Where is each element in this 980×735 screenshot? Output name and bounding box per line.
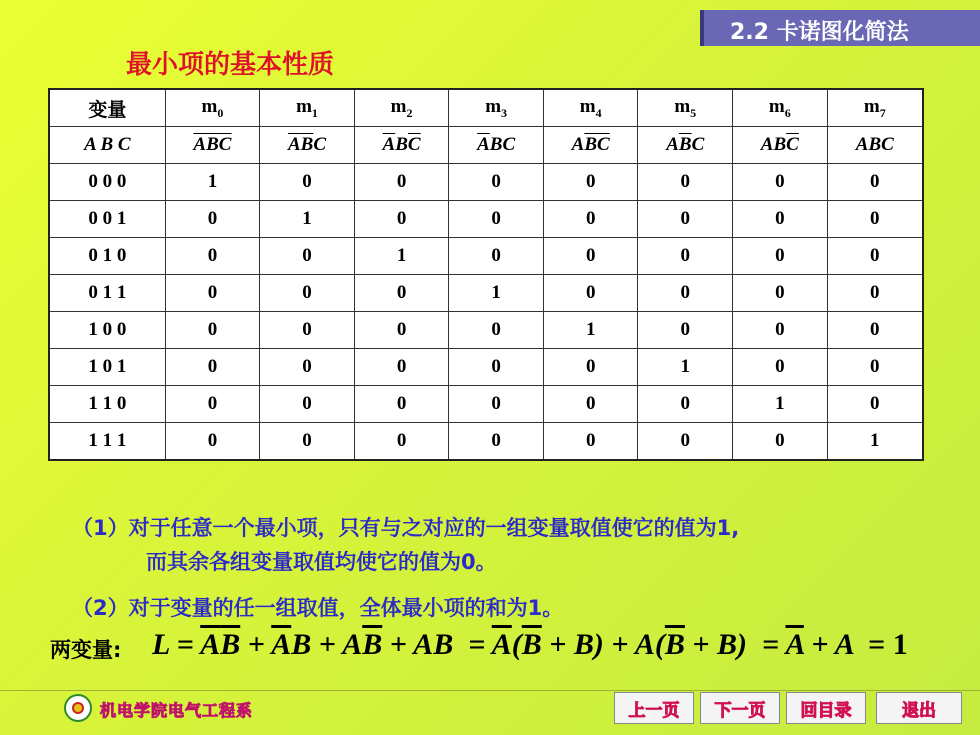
minterm-value: 0 — [733, 312, 828, 349]
minterm-expression: $AB\overline{C}$ — [733, 127, 828, 164]
minterm-value: 0 — [165, 423, 260, 461]
minterm-expression: $A\overline{B}\overline{C}$ — [543, 127, 638, 164]
minterm-value: 0 — [827, 275, 923, 312]
column-header: $m_3$ — [449, 89, 544, 127]
minterm-expression: $\overline{A}\overline{B}\overline{C}$ — [165, 127, 260, 164]
minterm-value: 0 — [165, 275, 260, 312]
minterm-expression: ABC — [827, 127, 923, 164]
minterm-value: 0 — [543, 423, 638, 461]
minterm-value: 0 — [827, 201, 923, 238]
abc-value: 1 0 1 — [49, 349, 165, 386]
minterm-value: 0 — [827, 164, 923, 201]
minterm-value: 1 — [449, 275, 544, 312]
minterm-value: 1 — [260, 201, 355, 238]
minterm-value: 0 — [449, 164, 544, 201]
minterm-value: 0 — [638, 164, 733, 201]
column-header: $m_5$ — [638, 89, 733, 127]
minterm-value: 0 — [543, 201, 638, 238]
minterm-value: 0 — [638, 386, 733, 423]
abc-value: 1 0 0 — [49, 312, 165, 349]
minterm-value: 0 — [638, 238, 733, 275]
minterm-value: 0 — [827, 386, 923, 423]
table-header-row — [49, 89, 923, 127]
equation-label: 两变量: — [50, 638, 122, 662]
minterm-value: 0 — [733, 201, 828, 238]
minterm-value: 0 — [543, 238, 638, 275]
table-row — [49, 386, 923, 423]
school-logo-icon — [64, 694, 92, 722]
abc-label: A B C — [49, 127, 165, 164]
minterm-value: 0 — [449, 423, 544, 461]
table-row — [49, 164, 923, 201]
column-header: 变量 — [49, 89, 165, 127]
minterm-value: 0 — [733, 238, 828, 275]
property-2: （2）对于变量的任一组取值，全体最小项的和为1。 — [72, 596, 564, 620]
table-row — [49, 201, 923, 238]
minterm-value: 1 — [733, 386, 828, 423]
minterm-value: 0 — [543, 386, 638, 423]
minterm-value: 0 — [543, 164, 638, 201]
abc-value: 0 1 1 — [49, 275, 165, 312]
section-header — [700, 10, 980, 46]
minterm-value: 0 — [827, 349, 923, 386]
minterm-value: 0 — [354, 275, 449, 312]
minterm-value: 0 — [354, 312, 449, 349]
abc-value: 0 0 0 — [49, 164, 165, 201]
table-row — [49, 423, 923, 461]
minterm-value: 0 — [260, 386, 355, 423]
minterm-value: 0 — [449, 386, 544, 423]
minterm-table — [48, 88, 924, 461]
minterm-value: 1 — [543, 312, 638, 349]
minterm-value: 0 — [260, 275, 355, 312]
abc-value: 1 1 1 — [49, 423, 165, 461]
minterm-value: 0 — [449, 238, 544, 275]
minterm-value: 0 — [354, 164, 449, 201]
abc-value: 0 0 1 — [49, 201, 165, 238]
minterm-value: 0 — [638, 423, 733, 461]
column-header: $m_7$ — [827, 89, 923, 127]
minterm-value: 0 — [354, 201, 449, 238]
column-header: $m_0$ — [165, 89, 260, 127]
minterm-value: 0 — [354, 386, 449, 423]
footer-divider — [0, 690, 980, 691]
minterm-value: 0 — [260, 164, 355, 201]
minterm-value: 1 — [638, 349, 733, 386]
minterm-value: 0 — [638, 312, 733, 349]
minterm-value: 0 — [733, 349, 828, 386]
exit-button[interactable]: 退出 — [876, 692, 962, 724]
minterm-value: 0 — [449, 312, 544, 349]
minterm-value: 1 — [354, 238, 449, 275]
minterm-value: 1 — [165, 164, 260, 201]
minterm-expression: $\overline{A}B\overline{C}$ — [354, 127, 449, 164]
minterm-value: 0 — [449, 349, 544, 386]
minterm-value: 0 — [827, 238, 923, 275]
minterm-value: 0 — [449, 201, 544, 238]
minterm-value: 0 — [543, 349, 638, 386]
minterm-value: 0 — [354, 423, 449, 461]
minterm-value: 0 — [260, 349, 355, 386]
minterm-value: 0 — [165, 312, 260, 349]
prev-page-button[interactable]: 上一页 — [614, 692, 694, 724]
property-1-line-1: （1）对于任意一个最小项，只有与之对应的一组变量取值使它的值为1, — [72, 516, 740, 540]
minterm-value: 0 — [165, 201, 260, 238]
section-title: 2.2 卡诺图化简法 — [730, 20, 909, 45]
column-header: $m_2$ — [354, 89, 449, 127]
minterm-value: 1 — [827, 423, 923, 461]
expression-row — [49, 127, 923, 164]
page-title: 最小项的基本性质 — [126, 50, 335, 80]
contents-button[interactable]: 回目录 — [786, 692, 866, 724]
table-row — [49, 275, 923, 312]
minterm-value: 0 — [733, 275, 828, 312]
table-row — [49, 349, 923, 386]
property-1-line-2: 而其余各组变量取值均使它的值为0。 — [146, 550, 497, 574]
minterm-value: 0 — [165, 386, 260, 423]
column-header: $m_1$ — [260, 89, 355, 127]
minterm-value: 0 — [260, 238, 355, 275]
minterm-value: 0 — [638, 201, 733, 238]
abc-value: 1 1 0 — [49, 386, 165, 423]
minterm-value: 0 — [354, 349, 449, 386]
table-body — [49, 164, 923, 461]
minterm-value: 0 — [733, 423, 828, 461]
minterm-value: 0 — [165, 349, 260, 386]
minterm-value: 0 — [638, 275, 733, 312]
minterm-expression: $\overline{A}\overline{B}C$ — [260, 127, 355, 164]
minterm-expression: $A\overline{B}C$ — [638, 127, 733, 164]
column-header: $m_6$ — [733, 89, 828, 127]
minterm-value: 0 — [260, 423, 355, 461]
minterm-value: 0 — [827, 312, 923, 349]
table-row — [49, 312, 923, 349]
minterm-value: 0 — [733, 164, 828, 201]
minterm-value: 0 — [165, 238, 260, 275]
minterm-value: 0 — [543, 275, 638, 312]
minterm-expression: $\overline{A}BC$ — [449, 127, 544, 164]
department-name: 机电学院电气工程系 — [100, 701, 254, 720]
abc-value: 0 1 0 — [49, 238, 165, 275]
next-page-button[interactable]: 下一页 — [700, 692, 780, 724]
two-variable-equation: $L = \overline{A}\overline{B} + \overline{A}B + A\overline{B}$ + AB = $\overline{A}(\overline{B} + B) + A(\overline{B} + B) = \overline{A} + A = 1$ — [152, 628, 908, 661]
column-header: $m_4$ — [543, 89, 638, 127]
table-row — [49, 238, 923, 275]
minterm-value: 0 — [260, 312, 355, 349]
